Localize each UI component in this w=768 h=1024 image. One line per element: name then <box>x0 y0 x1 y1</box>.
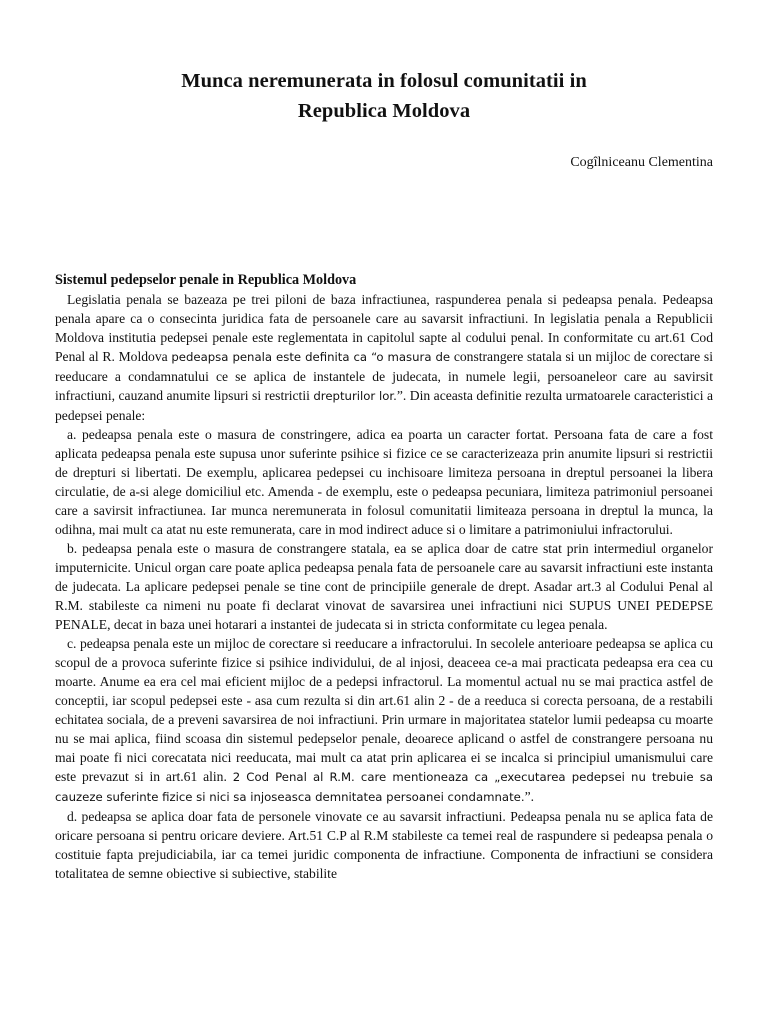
paragraph-text-run-sans: pedeapsa penala este definita ca “o masura de <box>171 350 451 364</box>
body-paragraph <box>55 425 713 539</box>
document-body <box>55 290 713 883</box>
body-paragraph <box>55 290 713 425</box>
paragraph-text-run: a. pedeapsa penala este o masura de constringere, adica ea poarta un caracter fortat. Persoana fata de care a fost aplicata pedeapsa penala este supusa unor suferinte psihice si fizice ce se caracterizeaza prin anumite lipsuri si restrictii de drepturi si libertati. De exemplu, aplicarea pedepsei cu inchisoare limiteza persoana in dreptul persoanei la libera circulatie, de a-si alege domiciliul etc. Amenda - de exemplu, este o pedeapsa pecuniara, limiteza patrimoniul persoanei care a savirsit infractiunea. Iar munca neremunerata in folosul comunitatii limiteaza persoana in dreptul la munca, la odihna, mai mult ca atat nu este remunerata, care in mod indirect aduce si o limitare a patrimoniului infractorului. <box>55 427 713 537</box>
paragraph-text-run: c. pedeapsa penala este un mijloc de corectare si reeducare a infractorului. In secolele anterioare pedeapsa se aplica cu scopul de a provoca suferinte fizice si psihice individului, de al injosi, deaceea ce-a mai practicata pedeapsa era cea cu moarte. Anume ea era cel mai eficient mijloc de a pedepsi infractorul. La momentul actual nu se mai practica astfel de conceptii, iar scopul pedepsei este - asa cum rezulta si din art.61 alin 2 - de a reeduca si corecta persoana, de a restabili echitatea sociala, de a preveni savarsirea de noi infractiuni. Prin urmare in majoritatea statelor lumii pedeapsa cu moarte nu se mai aplica, fiind scoasa din sistemul pedepselor penale, deoarece aplicand o astfel de constrangere persoana nu mai poate fi nici corecatata nici reeducata, mai mult ca atat prin aplicarea ei se incalca si principiul umanismului care este prevazut si in art.61 alin. <box>55 636 713 784</box>
body-paragraph <box>55 634 713 807</box>
paragraph-text-run: b. pedeapsa penala este o masura de constrangere statala, ea se aplica doar de catre stat prin intermediul organelor imputernicite. Unicul organ care poate aplica pedeapsa penala fata de persoanele care au savarsit infractiuni este instanta de judecata. La aplicare pedepsei penale se tine cont de principiile generale de drept. Asadar art.3 al Codului Penal al R.M. stabileste ca nimeni nu poate fi declarat vinovat de savarsirea unei infractiuni nici SUPUS UNEI PEDEPSE PENALE, decat in baza unei hotarari a instantei de judecata si in stricta conformitate cu legea penala. <box>55 541 713 632</box>
body-paragraph <box>55 807 713 883</box>
title-line-1: Munca neremunerata in folosul comunitatii in <box>181 70 587 92</box>
document-title <box>55 66 713 126</box>
paragraph-text-run: ”. Din aceasta definitie rezulta urmatoarele caracteristici a pedepsei penale: <box>55 388 713 423</box>
paragraph-text-run-sans: drepturilor lor. <box>313 389 397 403</box>
paragraph-text-run: Legislatia penala se bazeaza pe trei piloni de baza infractiunea, raspunderea penala si pedeapsa penala. Pedeapsa penala apare ca o consecinta juridica fata de persoanele care au savarsit infractiuni. In legislatia penala a Republicii Moldova institutia pedepsei penale este reglementata in capitolul sapte al codului penal. In conformitate cu art.61 Cod Penal al R. Moldova <box>55 292 713 364</box>
title-line-2: Republica Moldova <box>297 100 471 122</box>
paragraph-text-run: constrangere statala si un mijloc de corectare si reeducare a condamnatului ce se aplica de instantele de judecata, in numele legii, persoaneleor care au savirsit infractiuni, cauzand anumite lipsuri si restrictii <box>55 349 713 403</box>
paragraph-text-run: d. pedeapsa se aplica doar fata de personele vinovate ce au savarsit infractiuni. Pedeapsa penala nu se aplica fata de oricare persoana si pentru oricare deviere. Art.51 C.P al R.M stabileste ca temei real de raspundere si pedeapsa penala o costituie fapta prejudiciabila, iar ca temei juridic componenta de infractiune. Componenta de infractiuni se considera totalitatea de semne obiective si subiective, stabilite <box>55 809 713 881</box>
author-name: Cogîlniceanu Clementina <box>570 155 713 170</box>
body-paragraph <box>55 539 713 634</box>
paragraph-text-run: ”. <box>524 789 534 804</box>
section-heading: Sistemul pedepselor penale in Republica Moldova <box>55 272 357 288</box>
paragraph-text-run-sans: 2 Cod Penal al R.M. care mentioneaza ca „executarea pedepsei nu trebuie sa cauzeze suferinte fizice si nici sa injoseasca demnitatea persoanei condamnate. <box>55 770 713 804</box>
